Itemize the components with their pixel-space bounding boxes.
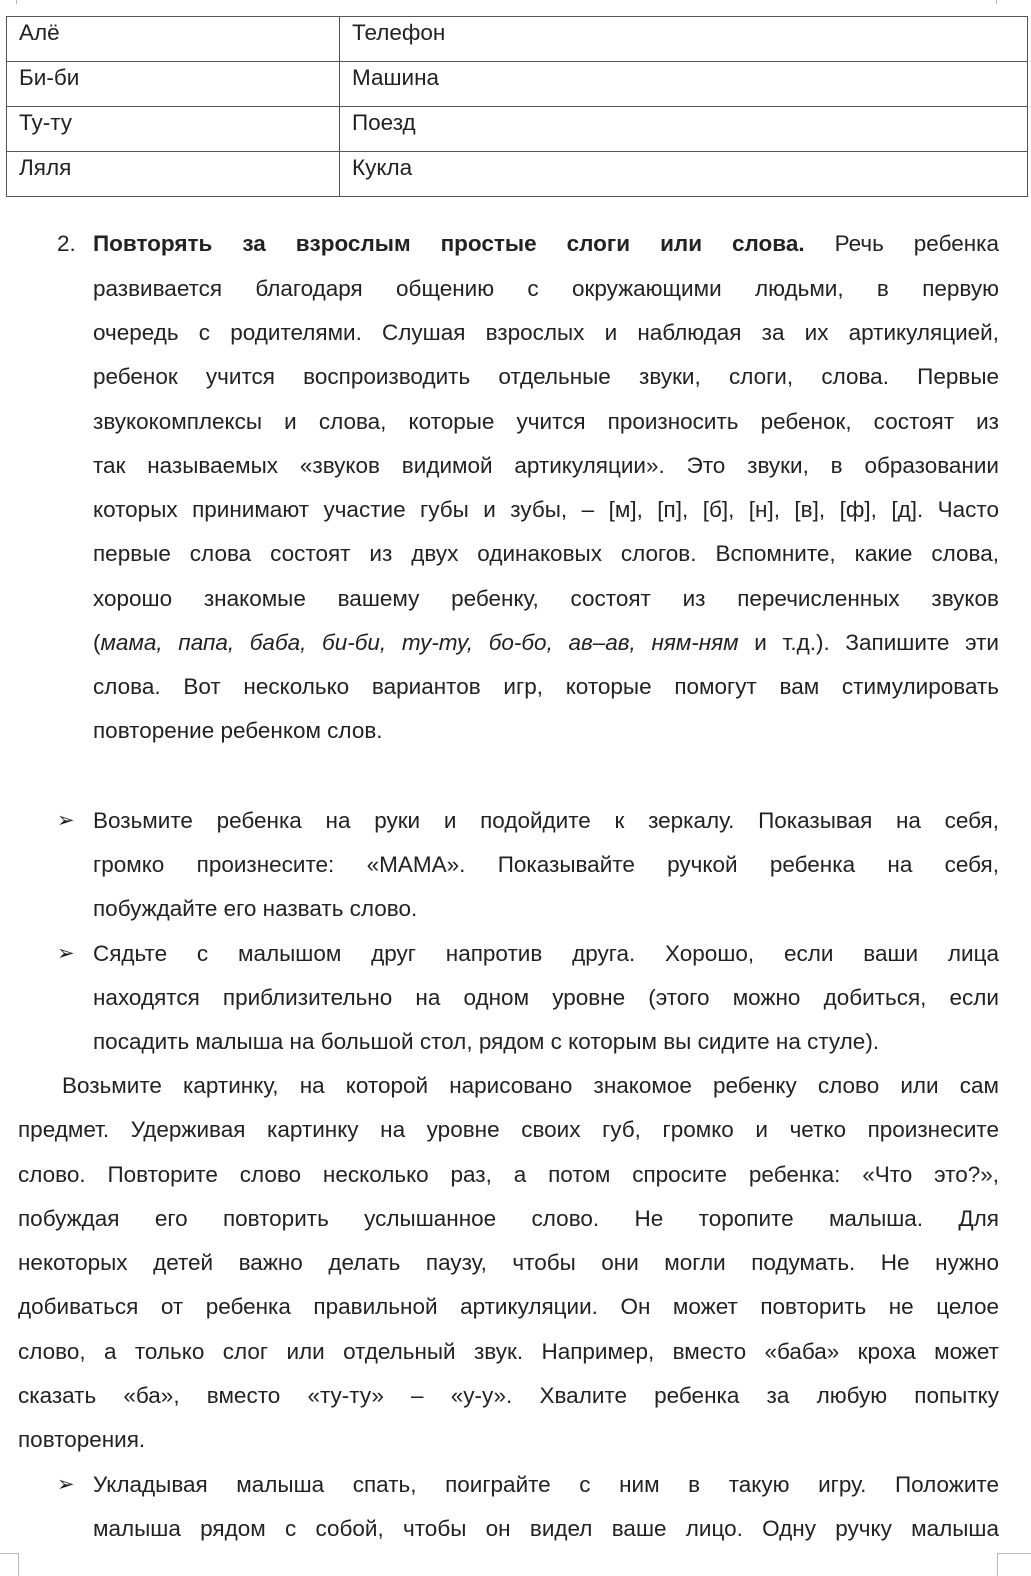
arrow-bullet-icon: ➢ [57, 1473, 75, 1496]
text-line: слово. Повторите слово несколько раз, а потом спросите ребенка: «Что это?», [18, 1162, 999, 1187]
table-cell: Алё [7, 17, 340, 62]
text-line: слово, а только слог или отдельный звук. Например, вместо «баба» кроха может [18, 1339, 999, 1364]
table-row [7, 62, 1028, 107]
text-line: ребенок учится воспроизводить отдельные звуки, слоги, слова. Первые [93, 364, 999, 389]
table-cell: Телефон [340, 17, 1028, 62]
text-line: так называемых «звуков видимой артикуляции». Это звуки, в образовании [93, 453, 999, 478]
text-line: которых принимают участие губы и зубы, – [м], [п], [б], [н], [в], [ф], [д]. Часто [93, 497, 999, 522]
text-line: предмет. Удерживая картинку на уровне своих губ, громко и четко произнесите [18, 1117, 999, 1142]
crop-mark-bottom-left [0, 1553, 19, 1576]
list-number: 2. [57, 231, 76, 256]
text-line: Сядьте с малышом друг напротив друга. Хорошо, если ваши лица [93, 941, 999, 966]
text-line: добиваться от ребенка правильной артикуляции. Он может повторить не целое [18, 1294, 999, 1319]
table-cell: Би-би [7, 62, 340, 107]
crop-mark-top-right [996, 0, 997, 4]
text-fragment: и т.д.). Запишите эти [738, 630, 999, 655]
text-line: сказать «ба», вместо «ту-ту» – «у-у». Хвалите ребенка за любую попытку [18, 1383, 999, 1408]
text-line: первые слова состоят из двух одинаковых слогов. Вспомните, какие слова, [93, 541, 999, 566]
text-line: побуждайте его назвать слово. [93, 896, 418, 921]
table-row [7, 152, 1028, 197]
table-row [7, 17, 1028, 62]
text-line: повторение ребенком слов. [93, 718, 383, 743]
text-line: хорошо знакомые вашему ребенку, состоят из перечисленных звуков [93, 586, 999, 611]
text-line: Возьмите картинку, на которой нарисовано знакомое ребенку слово или сам [62, 1073, 999, 1098]
crop-mark-top-left [16, 0, 17, 4]
text-line: развивается благодаря общению с окружающими людьми, в первую [93, 276, 999, 301]
text-line: находятся приблизительно на одном уровне (этого можно добиться, если [93, 985, 999, 1010]
table-cell: Ту-ту [7, 107, 340, 152]
table-cell: Кукла [340, 152, 1028, 197]
text-line: повторения. [18, 1427, 146, 1452]
example-words: мама, папа, баба, би-би, ту-ту, бо-бо, ав–ав, ням-ням [100, 630, 739, 655]
arrow-bullet-icon: ➢ [57, 942, 75, 965]
arrow-bullet-icon: ➢ [57, 809, 75, 832]
table-cell: Ляля [7, 152, 340, 197]
table-cell: Поезд [340, 107, 1028, 152]
text-line: Речь ребенка [804, 231, 999, 256]
text-line: очередь с родителями. Слушая взрослых и наблюдая за их артикуляцией, [93, 320, 999, 345]
section-heading: Повторять за взрослым простые слоги или слова. [93, 231, 805, 256]
text-line: Возьмите ребенка на руки и подойдите к зеркалу. Показывая на себя, [93, 808, 999, 833]
table-cell: Машина [340, 62, 1028, 107]
text-fragment: ( [93, 630, 101, 655]
section-heading-line [93, 229, 999, 259]
text-line: малыша рядом с собой, чтобы он видел ваше лицо. Одну ручку малыша [93, 1516, 999, 1541]
text-line: побуждая его повторить услышанное слово. Не торопите малыша. Для [18, 1206, 999, 1231]
text-line: громко произнесите: «МАМА». Показывайте ручкой ребенка на себя, [93, 852, 999, 877]
sound-word-table [6, 16, 1028, 197]
text-line: Укладывая малыша спать, поиграйте с ним в такую игру. Положите [93, 1472, 999, 1497]
examples-line [93, 628, 999, 658]
crop-mark-bottom-right [997, 1553, 1031, 1576]
text-line: звукокомплексы и слова, которые учится произносить ребенок, состоят из [93, 409, 999, 434]
table-row [7, 107, 1028, 152]
text-line: некоторых детей важно делать паузу, чтобы они могли подумать. Не нужно [18, 1250, 999, 1275]
text-line: слова. Вот несколько вариантов игр, которые помогут вам стимулировать [93, 674, 999, 699]
text-line: посадить малыша на большой стол, рядом с которым вы сидите на стуле). [93, 1029, 880, 1054]
